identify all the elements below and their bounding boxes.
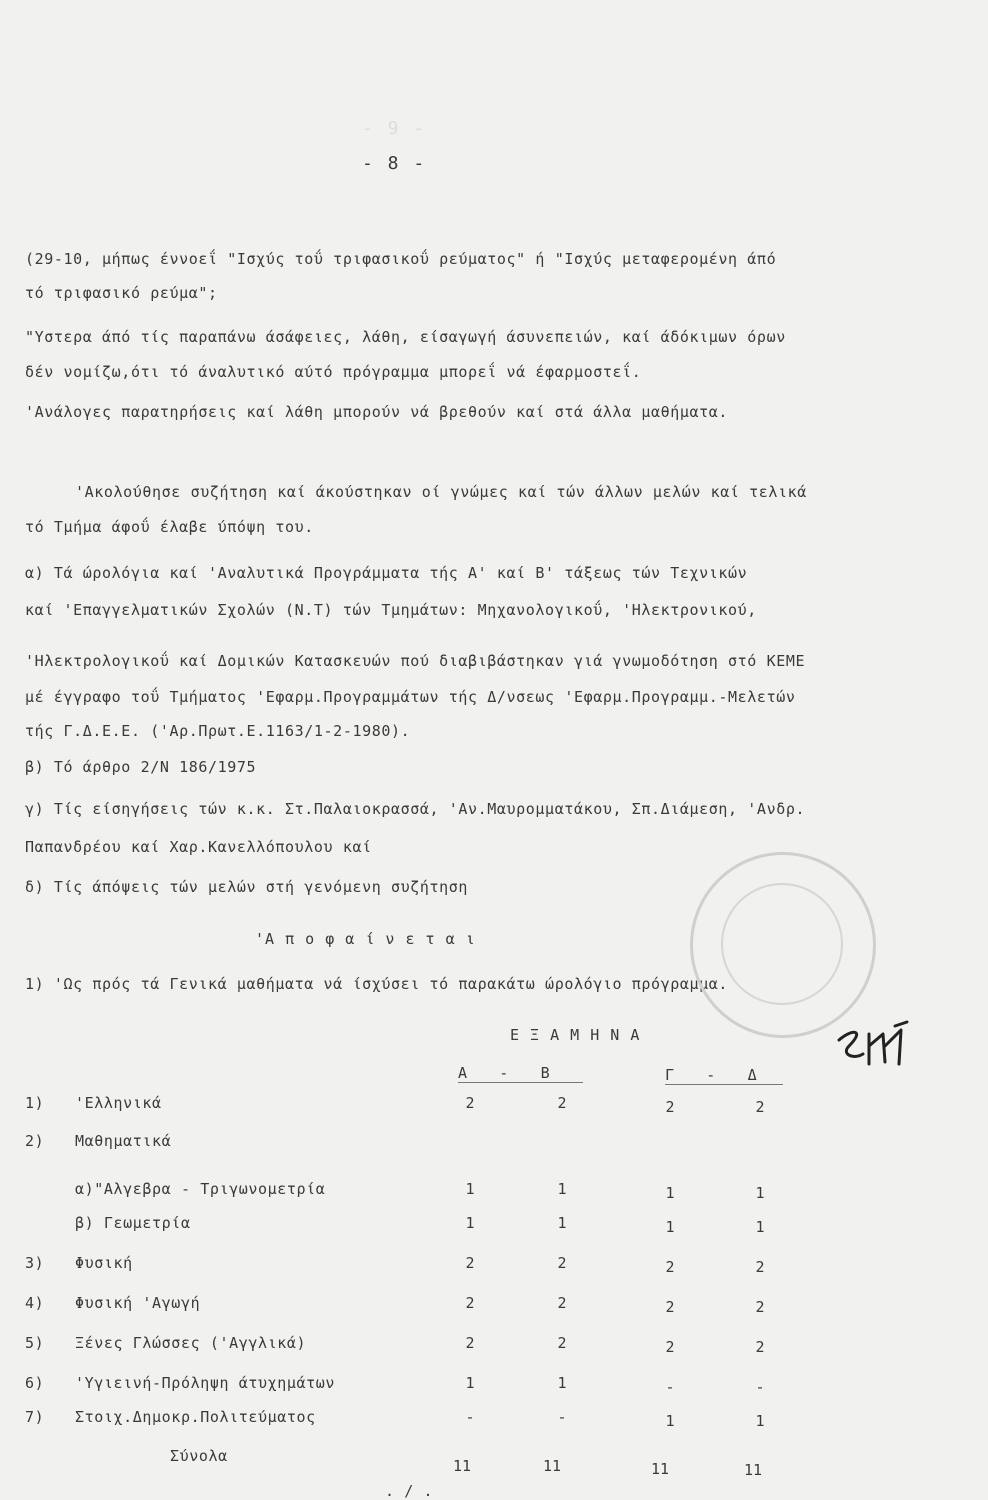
paragraph-line: 'Ανάλογες παρατηρήσεις καί λάθη μπορούν νά βρεθούν καί στά άλλα μαθήματα.: [25, 403, 729, 421]
semester-pair-cd: [665, 1066, 783, 1085]
paragraph-line: τό Τμήμα άφοΰ έλαβε ύπόψη του.: [25, 518, 314, 536]
table-cell: 2: [665, 1298, 675, 1316]
table-cell: -: [465, 1408, 475, 1426]
table-cell: -: [755, 1378, 765, 1396]
table-cell: 2: [665, 1338, 675, 1356]
table-cell: 1: [755, 1184, 765, 1202]
row-label: Στοιχ.Δημοκρ.Πολιτεύματος: [75, 1408, 316, 1426]
row-label: β) Γεωμετρία: [75, 1214, 191, 1232]
paragraph-line: (29-10, μήπως έννοεΐ "Ισχύς τοΰ τριφασικοΰ ρεύματος" ή "Ισχύς μεταφερομένη άπό: [25, 250, 777, 268]
row-label: Ξένες Γλώσσες ('Αγγλικά): [75, 1334, 307, 1352]
table-cell: 2: [557, 1294, 567, 1312]
paragraph-line: 1) 'Ως πρός τά Γενικά μαθήματα νά ίσχύσει τό παρακάτω ώρολόγιο πρόγραμμα.: [25, 975, 729, 993]
paragraph-line: τής Γ.Δ.Ε.Ε. ('Αρ.Πρωτ.Ε.1163/1-2-1980).: [25, 722, 411, 740]
table-cell: 1: [755, 1218, 765, 1236]
total-value: 11: [452, 1457, 472, 1475]
row-label: 'Ελληνικά: [75, 1094, 162, 1112]
row-number: 5): [25, 1334, 45, 1352]
column-c: Γ: [665, 1066, 675, 1084]
column-a: Α: [458, 1064, 468, 1082]
table-cell: 1: [755, 1412, 765, 1430]
row-number: 1): [25, 1094, 45, 1112]
paragraph-line: τό τριφασικό ρεύμα";: [25, 284, 218, 302]
paragraph-line: μέ έγγραφο τοΰ Τμήματος 'Εφαρμ.Προγραμμάτων τής Δ/νσεως 'Εφαρμ.Προγραμμ.-Μελετών: [25, 688, 796, 706]
paragraph-line: δέν νομίζω,ότι τό άναλυτικό αύτό πρόγραμμα μπορεΐ νά έφαρμοστεΐ.: [25, 363, 642, 381]
paragraph-line: β) Τό άρθρο 2/Ν 186/1975: [25, 758, 257, 776]
page-number: - 8 -: [362, 153, 427, 174]
table-cell: 2: [755, 1098, 765, 1116]
paragraph-line: δ) Τίς άπόψεις τών μελών στή γενόμενη συζήτηση: [25, 878, 469, 896]
column-b: Β: [540, 1064, 551, 1082]
column-d: Δ: [747, 1066, 758, 1084]
table-cell: 2: [665, 1098, 675, 1116]
row-number: 7): [25, 1408, 45, 1426]
table-cell: 1: [665, 1184, 675, 1202]
total-value: 11: [743, 1461, 763, 1479]
table-cell: 1: [665, 1218, 675, 1236]
row-label: α)"Αλγεβρα - Τριγωνομετρία: [75, 1180, 326, 1198]
paragraph-line: Παπανδρέου καί Χαρ.Κανελλόπουλου καί: [25, 838, 372, 856]
row-label: 'Υγιεινή-Πρόληψη άτυχημάτων: [75, 1374, 336, 1392]
table-cell: 1: [465, 1374, 475, 1392]
continuation-mark: . / .: [385, 1482, 434, 1500]
paragraph-line: 'Ακολούθησε συζήτηση καί άκούστηκαν οί γνώμες καί τών άλλων μελών καί τελικά: [75, 483, 807, 501]
column-dash: -: [499, 1064, 509, 1082]
table-cell: 1: [465, 1214, 475, 1232]
table-cell: 2: [465, 1094, 475, 1112]
table-cell: -: [665, 1378, 675, 1396]
total-value: 11: [650, 1460, 670, 1478]
table-cell: 1: [465, 1180, 475, 1198]
table-cell: 2: [557, 1254, 567, 1272]
stamp-inner-ring: [721, 883, 843, 1005]
paragraph-line: γ) Τίς είσηγήσεις τών κ.κ. Στ.Παλαιοκρασσά, 'Αν.Μαυρομματάκου, Σπ.Διάμεση, 'Ανδρ.: [25, 800, 806, 818]
table-cell: 2: [557, 1334, 567, 1352]
total-value: 11: [542, 1457, 562, 1475]
decision-heading: 'Α π ο φ α ί ν ε τ α ι: [255, 930, 476, 948]
table-cell: 2: [465, 1334, 475, 1352]
table-cell: 1: [665, 1412, 675, 1430]
table-cell: 1: [557, 1180, 567, 1198]
table-cell: 2: [557, 1094, 567, 1112]
signature: [835, 1020, 915, 1075]
semester-pair-ab: [458, 1064, 583, 1083]
row-number: 6): [25, 1374, 45, 1392]
table-cell: 2: [755, 1258, 765, 1276]
row-number: 3): [25, 1254, 45, 1272]
paragraph-line: α) Τά ώρολόγια καί 'Αναλυτικά Προγράμματα τής Α' καί Β' τάξεως τών Τεχνικών: [25, 564, 748, 582]
table-cell: 1: [557, 1374, 567, 1392]
column-dash: -: [706, 1066, 716, 1084]
table-group-header: Ε Ξ Α Μ Η Ν Α: [510, 1026, 641, 1044]
row-label: Φυσική 'Αγωγή: [75, 1294, 201, 1312]
paragraph-line: 'Ηλεκτρολογικοΰ καί Δομικών Κατασκευών πού διαβιβάστηκαν γιά γνωμοδότηση στό ΚΕΜΕ: [25, 652, 806, 670]
table-cell: 2: [755, 1298, 765, 1316]
total-label: Σύνολα: [170, 1447, 228, 1465]
table-cell: 2: [465, 1254, 475, 1272]
table-cell: 2: [465, 1294, 475, 1312]
official-stamp: [690, 852, 876, 1038]
row-label: Μαθηματικά: [75, 1132, 172, 1150]
row-label: Φυσική: [75, 1254, 133, 1272]
ghost-page-number: - 9 -: [362, 118, 427, 139]
table-cell: 2: [755, 1338, 765, 1356]
table-cell: -: [557, 1408, 567, 1426]
table-cell: 2: [665, 1258, 675, 1276]
paragraph-line: καί 'Επαγγελματικών Σχολών (Ν.Τ) τών Τμημάτων: Μηχανολογικοΰ, 'Ηλεκτρονικού,: [25, 601, 757, 619]
row-number: 4): [25, 1294, 45, 1312]
row-number: 2): [25, 1132, 45, 1150]
table-cell: 1: [557, 1214, 567, 1232]
paragraph-line: "Υστερα άπό τίς παραπάνω άσάφειες, λάθη, είσαγωγή άσυνεπειών, καί άδόκιμων όρων: [25, 328, 786, 346]
